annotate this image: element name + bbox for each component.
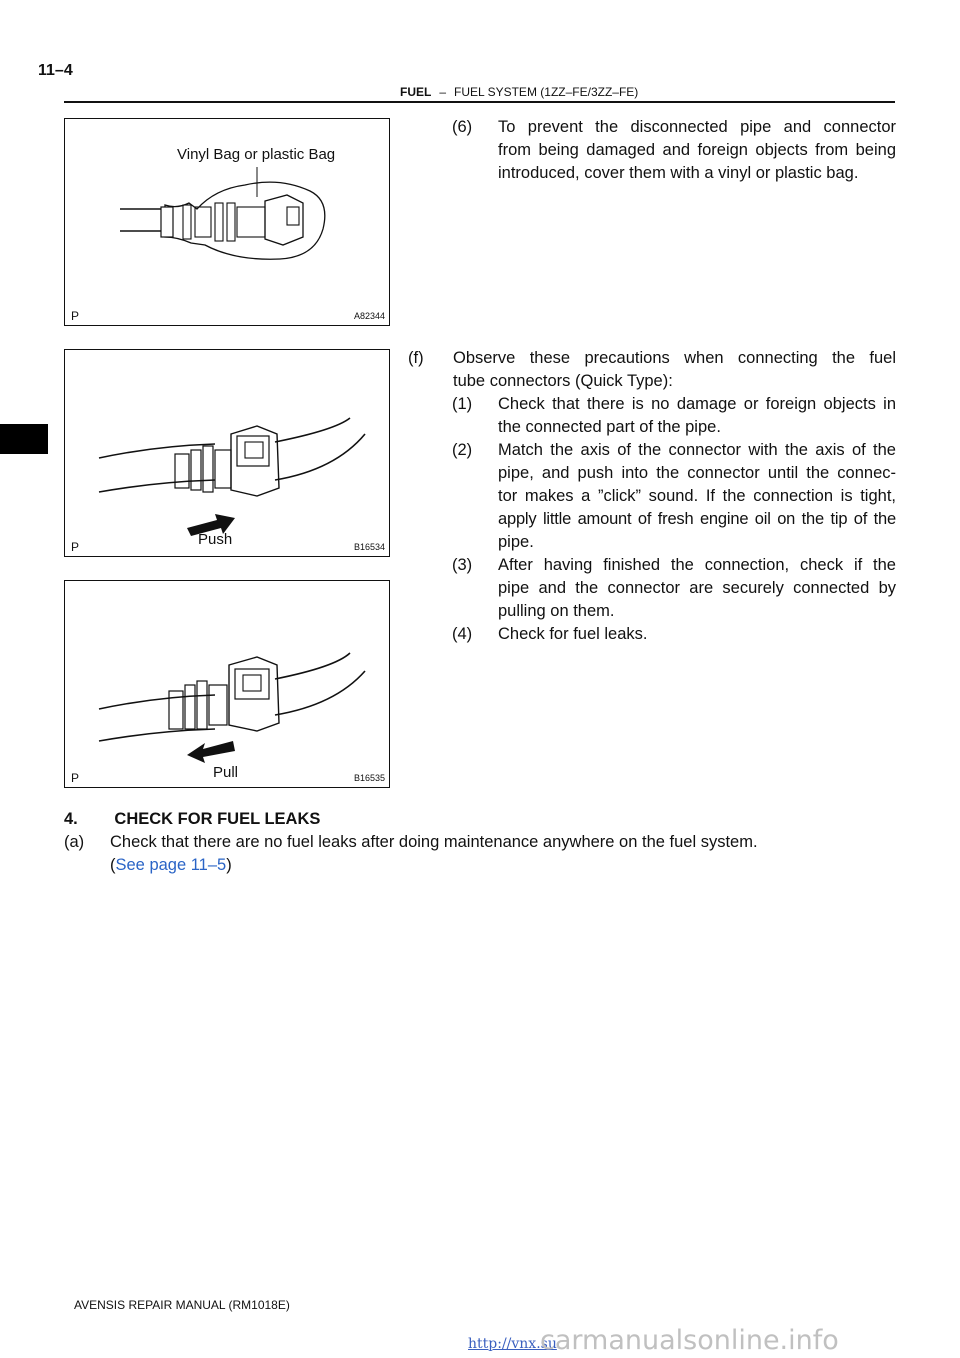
header-subsection: FUEL SYSTEM (1ZZ–FE/3ZZ–FE) [454, 85, 639, 99]
step-f2-line-1: Match the axis of the connector with the axis of the [498, 441, 896, 459]
step-f-number: (f) [408, 349, 424, 367]
step-6-line-3: introduced, cover them with a vinyl or plastic bag. [498, 164, 859, 182]
section-side-tab [0, 424, 48, 454]
header-separator: – [439, 85, 447, 99]
push-label: Push [198, 531, 233, 548]
step-f4-line-1: Check for fuel leaks. [498, 625, 648, 643]
watermark-site: carmanualsonline.info [540, 1325, 839, 1356]
push-connector-illustration [65, 350, 391, 558]
section-4-heading: 4. CHECK FOR FUEL LEAKS [64, 810, 321, 828]
section-4a-reference [110, 854, 232, 877]
figure-p-mark: P [71, 540, 80, 554]
step-f3-line-2: pipe and the connector are securely connected by [498, 579, 896, 597]
figure-pull [64, 580, 390, 788]
step-f3-number: (3) [452, 556, 473, 574]
step-6-number: (6) [452, 118, 473, 136]
watermark-url-link[interactable]: http://vnx.su [468, 1336, 557, 1352]
step-f3-line-3: pulling on them. [498, 602, 615, 620]
step-f1-line-2: the connected part of the pipe. [498, 418, 721, 436]
reference-open-paren: ( [110, 856, 116, 874]
step-f2-line-4: apply little amount of fresh engine oil on the tip of the [498, 510, 896, 528]
figure-p-mark: P [71, 309, 80, 323]
pull-label: Pull [213, 764, 239, 781]
header-title [400, 85, 638, 99]
step-6-line-2: from being damaged and foreign objects from being [498, 141, 896, 159]
step-f4-number: (4) [452, 625, 473, 643]
step-f2-line-3: tor makes a ”click” sound. If the connection is tight, [498, 487, 896, 505]
figure-push [64, 349, 390, 557]
figure-code: B16535 [353, 773, 385, 783]
step-f1-number: (1) [452, 395, 473, 413]
section-4a-number: (a) [64, 833, 85, 851]
step-f2-number: (2) [452, 441, 473, 459]
vinyl-bag-label: Vinyl Bag or plastic Bag [177, 146, 336, 163]
figure-code: B16534 [353, 542, 385, 552]
pull-connector-illustration [65, 581, 391, 789]
step-f3-line-1: After having finished the connection, check if the [498, 556, 896, 574]
step-f1-line-1: Check that there is no damage or foreign objects in [498, 395, 896, 413]
figure-p-mark: P [71, 771, 80, 785]
step-f-line-2: tube connectors (Quick Type): [453, 372, 673, 390]
figure-vinyl-bag [64, 118, 390, 326]
step-6-line-1: To prevent the disconnected pipe and connector [498, 118, 896, 136]
section-4a-text: Check that there are no fuel leaks after doing maintenance anywhere on the fuel system. [110, 833, 758, 851]
step-f-line-1: Observe these precautions when connecting the fuel [453, 349, 896, 367]
footer-manual-title: AVENSIS REPAIR MANUAL (RM1018E) [74, 1298, 290, 1312]
page-number: 11–4 [38, 62, 73, 79]
figure-code: A82344 [353, 311, 385, 321]
reference-close-paren: ) [226, 856, 232, 874]
header-section: FUEL [400, 85, 432, 99]
see-page-link[interactable]: See page 11–5 [115, 856, 227, 874]
step-f2-line-5: pipe. [498, 533, 534, 551]
step-f2-line-2: pipe, and push into the connector until the connec- [498, 464, 896, 482]
header-rule [64, 101, 895, 103]
